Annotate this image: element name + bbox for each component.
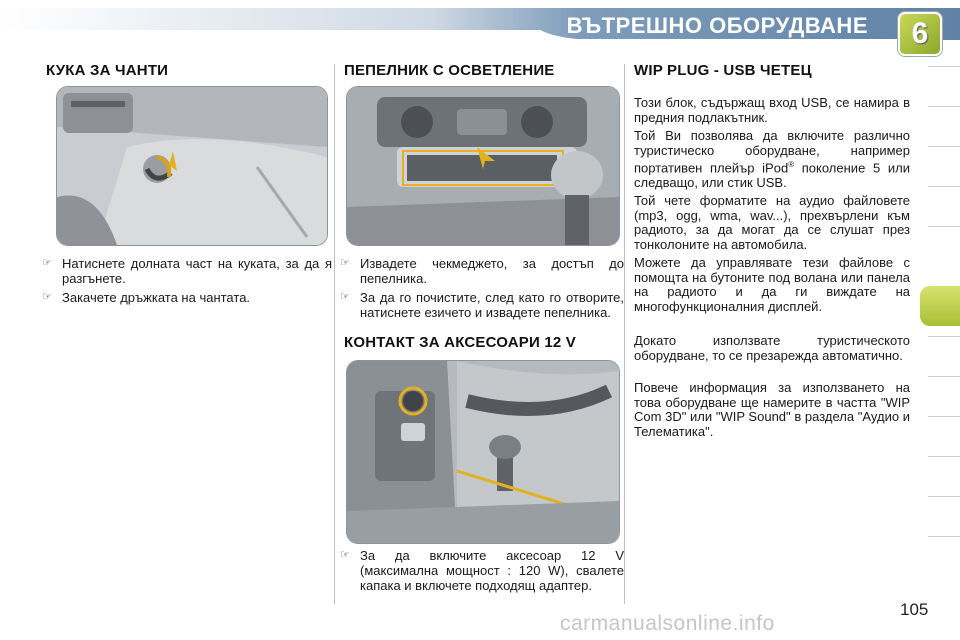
chapter-tab[interactable] [928,146,960,187]
chapter-tab[interactable] [928,336,960,377]
chapter-tab[interactable] [928,456,960,497]
chapter-tab[interactable] [928,226,960,267]
pointing-hand-icon: ☞ [42,257,52,269]
column-divider [624,64,625,604]
section-title: КУКА ЗА ЧАНТИ [46,62,169,79]
chapter-tab[interactable] [928,66,960,107]
pointing-hand-icon: ☞ [340,549,350,561]
chapter-tab[interactable] [928,376,960,417]
paragraph: Повече информация за използването на това оборудване ще намерите в частта "WIP Com 3D" или "WIP Sound" в раздела "Аудио и Телематика". [634,380,910,439]
chapter-tabs [928,66,960,586]
bag-hook-illustration [57,87,327,245]
chapter-tab[interactable] [928,186,960,227]
chapter-tab[interactable] [928,416,960,457]
pointing-hand-icon: ☞ [42,291,52,303]
ashtray-section [340,60,624,593]
chapter-tab[interactable] [928,106,960,147]
paragraph: Можете да управлявате тези файлове с помощта на бутоните под волана или панела на радиото и да ги виждате на многофункционалния дисплей. [634,255,910,314]
chapter-tab-active[interactable] [920,286,960,326]
column-divider [334,64,335,604]
page-number: 105 [900,600,929,619]
instruction-item: ☞ Натиснете долната част на куката, за да я разгънете. [42,256,332,286]
chapter-number-badge [898,12,942,56]
usb-reader-section [630,60,914,439]
bag-hook-section [42,60,332,305]
paragraph: Той Ви позволява да включите различно туристическо оборудване, например портативен плейър iPod® поколение 5 или следващо, или стик USB. [634,128,910,190]
instruction-item: ☞ За да включите аксесоар 12 V (максимална мощност : 120 W), свалете капака и включете подходящ адаптер. [340,548,624,593]
section-title: КОНТАКТ ЗА АКСЕСОАРИ 12 V [344,334,576,351]
watermark: carmanualsonline.info [560,612,775,635]
chapter-tab[interactable] [928,496,960,537]
chapter-number: 6 [911,17,929,50]
page-header [0,0,960,50]
pointing-hand-icon: ☞ [340,291,350,303]
instruction-item: ☞ За да го почистите, след като го отворите, натиснете езичето и извадете пепелника. [340,290,624,320]
pointing-hand-icon: ☞ [340,257,350,269]
paragraph: Той чете форматите на аудио файловете (mp3, ogg, wma, wav...), прехвърлени към радиото, за да могат да се слушат през тонколоните на автомобила. [634,193,910,252]
bag-hook-photo [56,86,328,246]
ashtray-photo [346,86,620,246]
chapter-title: ВЪТРЕШНО ОБОРУДВАНЕ [566,13,868,38]
instruction-item: ☞ Закачете дръжката на чантата. [42,290,251,305]
paragraph: Този блок, съдържащ вход USB, се намира в предния подлакътник. [634,95,910,125]
ashtray-illustration [347,87,619,245]
accessory-socket-photo [346,360,620,544]
instruction-item: ☞ Извадете чекмеджето, за достъп до пепелника. [340,256,624,286]
paragraph: Докато използвате туристическото оборудване, то се презарежда автоматично. [634,333,910,363]
section-title: WIP PLUG - USB ЧЕТЕЦ [634,62,812,79]
chapter-tab[interactable] [928,536,960,577]
section-title: ПЕПЕЛНИК С ОСВЕТЛЕНИЕ [344,62,555,79]
accessory-socket-illustration [347,361,619,543]
